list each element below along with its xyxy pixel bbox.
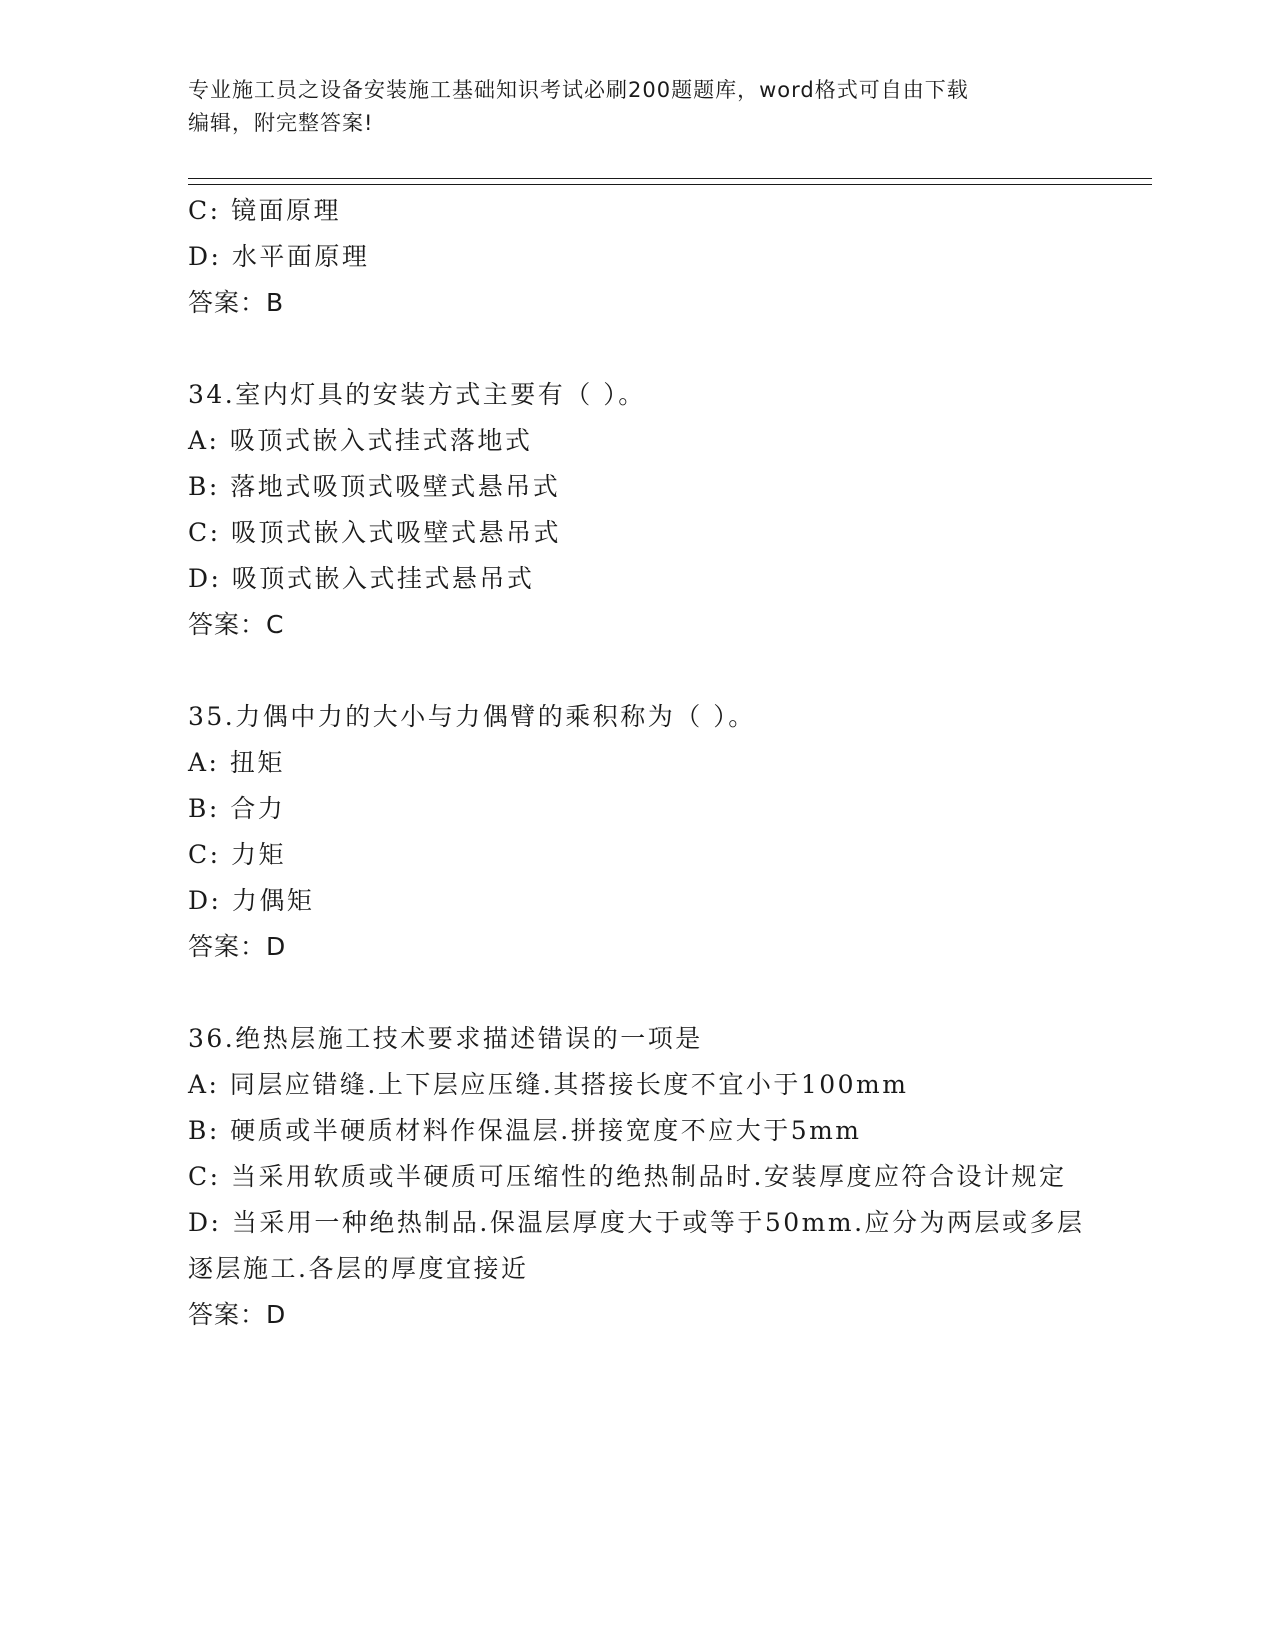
question-35 [188, 694, 1088, 970]
header-divider-bottom [188, 184, 1152, 185]
option-a: A: 扭矩 [188, 748, 285, 777]
option-c: C: 镜面原理 [188, 196, 341, 225]
question-34 [188, 372, 1088, 648]
header-divider-top [188, 178, 1152, 179]
option-a: A: 同层应错缝.上下层应压缝.其搭接长度不宜小于100mm [188, 1070, 909, 1099]
answer: 答案：D [188, 1300, 287, 1329]
option-d: D: 水平面原理 [188, 242, 370, 271]
question-stem: 35.力偶中力的大小与力偶臂的乘积称为（ ）。 [188, 702, 756, 731]
option-d: D: 力偶矩 [188, 886, 315, 915]
option-b: B: 落地式吸顶式吸壁式悬吊式 [188, 472, 561, 501]
answer: 答案：B [188, 288, 285, 317]
option-c: C: 力矩 [188, 840, 286, 869]
question-list [188, 188, 1088, 1338]
option-b: B: 硬质或半硬质材料作保温层.拼接宽度不应大于5mm [188, 1116, 862, 1145]
question-36 [188, 1016, 1088, 1338]
question-stem: 34.室内灯具的安装方式主要有（ ）。 [188, 380, 646, 409]
option-a: A: 吸顶式嵌入式挂式落地式 [188, 426, 533, 455]
option-b: B: 合力 [188, 794, 286, 823]
header-title-line2: 编辑，附完整答案! [188, 111, 374, 135]
answer: 答案：D [188, 932, 287, 961]
option-c: C: 当采用软质或半硬质可压缩性的绝热制品时.安装厚度应符合设计规定 [188, 1162, 1067, 1191]
prev-question [188, 188, 1088, 326]
option-c: C: 吸顶式嵌入式吸壁式悬吊式 [188, 518, 561, 547]
page-header [188, 74, 1068, 140]
answer: 答案：C [188, 610, 285, 639]
option-d: D: 当采用一种绝热制品.保温层厚度大于或等于50mm.应分为两层或多层逐层施工.各层的厚度宜接近 [188, 1208, 1085, 1283]
option-d: D: 吸顶式嵌入式挂式悬吊式 [188, 564, 535, 593]
header-title-line1: 专业施工员之设备安装施工基础知识考试必刷200题题库，word格式可自由下载 [188, 78, 969, 102]
question-stem: 36.绝热层施工技术要求描述错误的一项是 [188, 1024, 703, 1053]
